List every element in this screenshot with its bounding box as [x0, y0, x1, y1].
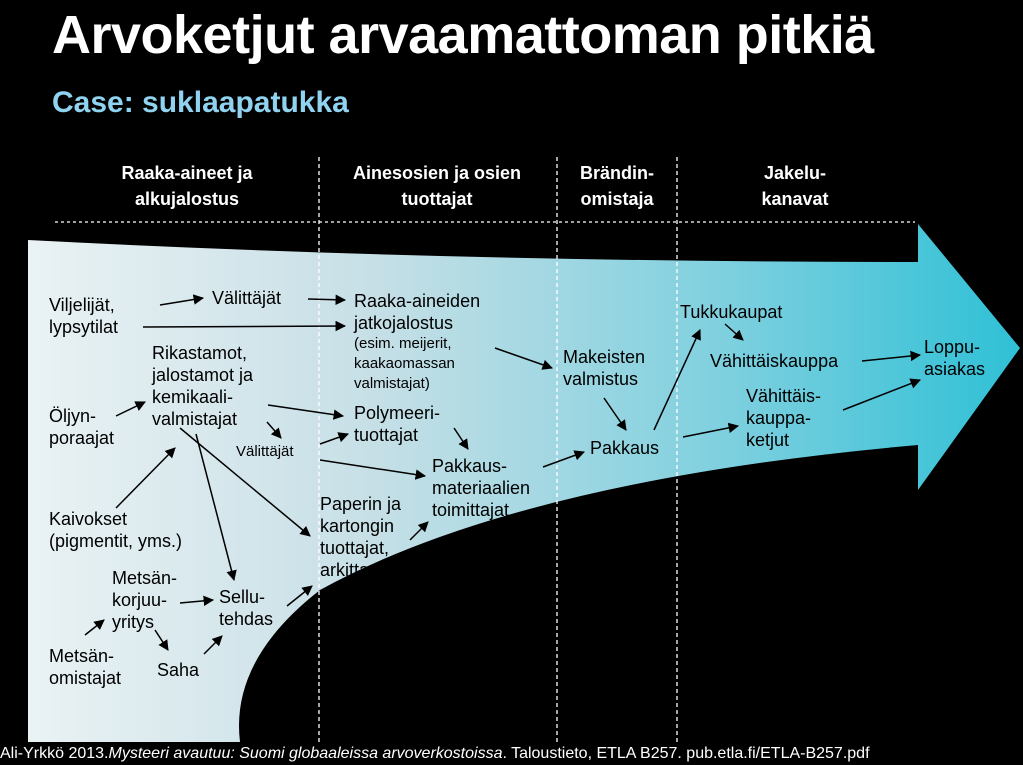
node-metsanjorjuuyritys: Metsän- korjuu- yritys	[112, 568, 178, 632]
node-polymeeri-tuottajat: Polymeeri- tuottajat	[354, 403, 441, 445]
source-publisher: . Taloustieto, ETLA B257. pub.etla.fi/ETLA-B257.pdf	[502, 745, 870, 762]
column-header-raw-materials: Raaka-aineet ja alkujalostus	[121, 163, 253, 209]
node-makeisten-valmistus: Makeisten valmistus	[563, 347, 646, 389]
source-book-title: Mysteeri avautuu: Suomi globaaleissa arvoverkostoissa	[108, 745, 503, 762]
node-vahittaiskauppaketjut: Vähittäis- kauppa- ketjut	[746, 386, 822, 450]
node-vahittaiskauppa: Vähittäiskauppa	[710, 351, 839, 371]
node-pakkaus: Pakkaus	[590, 438, 660, 458]
column-header-component-producers: Ainesosien ja osien tuottajat	[352, 163, 522, 209]
source-citation	[0, 743, 1023, 765]
node-rikastamot: Rikastamot, jalostamot ja kemikaali- valmistajat	[152, 343, 254, 429]
column-header-distribution-channels: Jakelu- kanavat	[761, 163, 829, 209]
node-viljelijat: Viljelijät, lypsytilat	[49, 295, 119, 337]
node-paperin-tuottajat: Paperin ja kartongin tuottajat, arkittamot	[320, 494, 402, 580]
node-raaka-aineiden-jatkojalostus: Raaka-aineiden jatkojalostus	[354, 291, 481, 333]
arrow-valittajat-raaka-aineiden	[308, 299, 345, 300]
node-metsanomistajat: Metsän- omistajat	[49, 646, 122, 688]
node-loppuasiakas: Loppu- asiakas	[924, 337, 986, 379]
node-saha: Saha	[157, 660, 200, 680]
node-sellutehdas: Sellu- tehdas	[219, 587, 274, 629]
node-oljynporaajat: Öljyn- poraajat	[49, 406, 115, 448]
column-header-brand-owner: Brändin- omistaja	[580, 163, 654, 209]
source-author: Ali-Yrkkö 2013.	[0, 745, 109, 762]
node-valittajat-2: Välittäjät	[236, 443, 294, 460]
page-subtitle: Case: suklaapatukka	[52, 86, 349, 119]
node-valittajat-1: Välittäjät	[212, 288, 282, 308]
arrow-lypsytilat-raaka-aineiden	[143, 326, 345, 327]
node-tukkukaupat: Tukkukaupat	[680, 302, 783, 322]
page-title: Arvoketjut arvaamattoman pitkiä	[52, 5, 874, 65]
node-raaka-aineiden-note: (esim. meijerit, kaakaomassan valmistajat)	[354, 335, 455, 392]
node-kaivokset: Kaivokset (pigmentit, yms.)	[49, 509, 183, 551]
node-pakkausmateriaalien-toimittajat: Pakkaus- materiaalien toimittajat	[432, 456, 531, 520]
